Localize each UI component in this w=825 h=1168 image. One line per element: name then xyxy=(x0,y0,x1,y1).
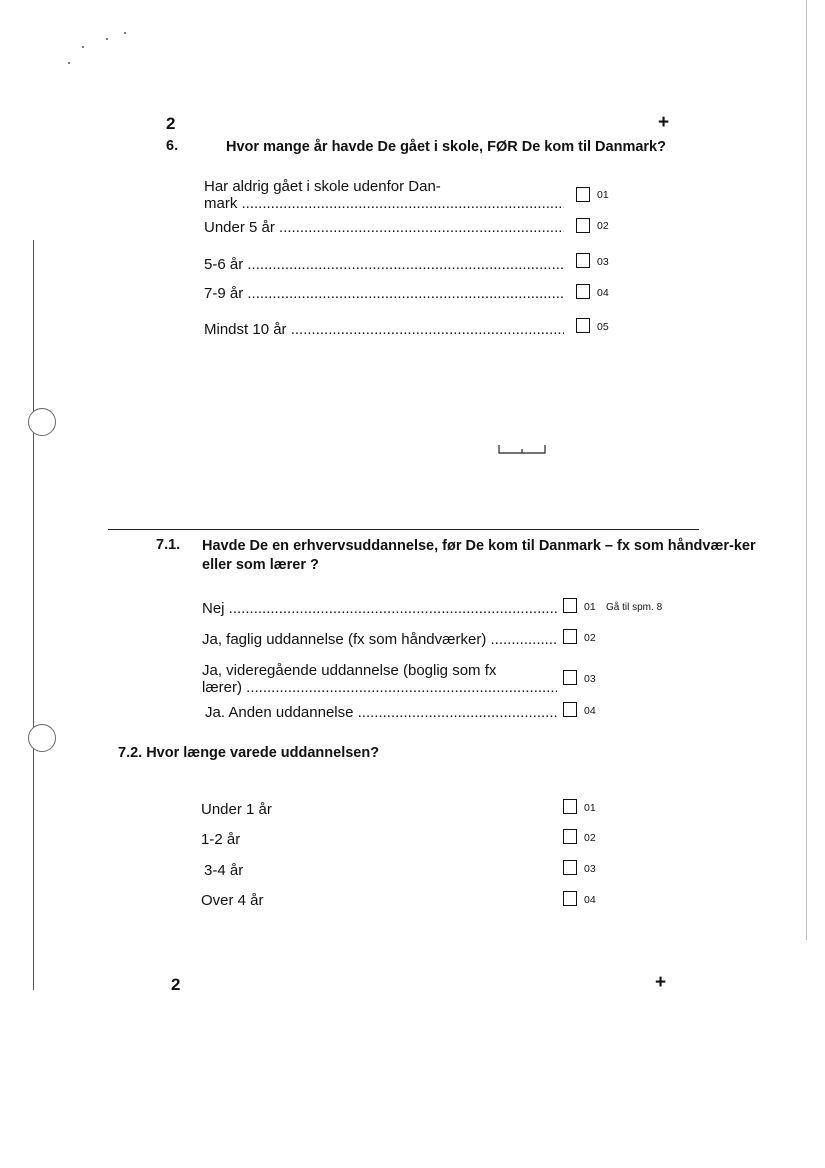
q6-option-01-label-line2: mark xyxy=(204,195,238,212)
q72-code-01: 01 xyxy=(584,802,596,814)
q6-option-03-label: 5-6 år xyxy=(204,256,244,273)
q72-checkbox-02[interactable] xyxy=(563,829,577,844)
q6-option-01 xyxy=(204,176,564,212)
q71-option-03-label-line2: lærer) xyxy=(202,679,242,696)
q6-option-03 xyxy=(204,255,564,273)
page-number: 2 xyxy=(166,114,176,133)
q71-code-03: 03 xyxy=(584,673,596,685)
q72-option-04-label: Over 4 år xyxy=(201,892,264,909)
question-6-text: Hvor mange år havde De gået i skole, FØR De kom til Danmark? xyxy=(226,139,666,155)
q71-skip-note: Gå til spm. 8 xyxy=(606,602,663,613)
q6-code-04: 04 xyxy=(597,287,609,299)
q71-checkbox-03[interactable] xyxy=(563,670,577,685)
q71-checkbox-04[interactable] xyxy=(563,702,577,717)
q71-option-02-label: Ja, faglig uddannelse (fx som håndværker) xyxy=(202,631,487,648)
q72-option-01-label: Under 1 år xyxy=(201,801,272,818)
question-6-number: 6. xyxy=(166,138,179,154)
question-7-1-text: Havde De en erhvervsuddannelse, før De kom til Danmark – fx som håndvær-ker eller som lærer ? xyxy=(202,538,756,573)
q6-checkbox-05[interactable] xyxy=(576,318,590,333)
q6-checkbox-03[interactable] xyxy=(576,253,590,268)
q71-option-02 xyxy=(202,630,557,648)
q6-code-01: 01 xyxy=(597,189,609,201)
q6-code-05: 05 xyxy=(597,321,609,333)
scan-speck xyxy=(68,62,70,64)
scan-right-edge xyxy=(806,0,807,940)
q6-option-01-label-line1: Har aldrig gået i skole udenfor Dan- xyxy=(204,178,441,195)
q6-option-02-label: Under 5 år xyxy=(204,219,275,236)
footer-page-number: 2 xyxy=(171,975,181,994)
q6-checkbox-02[interactable] xyxy=(576,218,590,233)
q71-option-01-label: Nej xyxy=(202,600,225,617)
registration-mark: + xyxy=(658,112,670,133)
q72-code-04: 04 xyxy=(584,894,596,906)
q6-code-03: 03 xyxy=(597,256,609,268)
q72-code-03: 03 xyxy=(584,863,596,875)
scan-speck xyxy=(106,38,108,40)
question-7-2-text: 7.2. Hvor længe varede uddannelsen? xyxy=(118,745,380,761)
q6-checkbox-04[interactable] xyxy=(576,284,590,299)
q6-code-02: 02 xyxy=(597,220,609,232)
q72-option-02-label: 1-2 år xyxy=(201,831,241,848)
q71-code-02: 02 xyxy=(584,632,596,644)
q71-code-01: 01 xyxy=(584,601,596,613)
q71-code-04: 04 xyxy=(584,705,596,717)
q72-checkbox-04[interactable] xyxy=(563,891,577,906)
q71-checkbox-01[interactable] xyxy=(563,598,577,613)
scan-speck xyxy=(124,32,126,34)
q71-checkbox-02[interactable] xyxy=(563,629,577,644)
q6-option-04 xyxy=(204,284,564,302)
q72-code-02: 02 xyxy=(584,832,596,844)
q6-option-05 xyxy=(204,320,564,338)
q6-option-04-label: 7-9 år xyxy=(204,285,244,302)
scan-speck xyxy=(82,46,84,48)
punch-hole xyxy=(28,724,56,752)
scan-margin-line xyxy=(33,240,34,990)
q6-checkbox-01[interactable] xyxy=(576,187,590,202)
footer-registration-mark: + xyxy=(655,972,667,993)
q71-option-01 xyxy=(202,599,557,617)
question-7-1-number: 7.1. xyxy=(156,537,181,553)
q71-option-04-label: Ja. Anden uddannelse xyxy=(205,704,354,721)
q72-checkbox-01[interactable] xyxy=(563,799,577,814)
q72-option-03-label: 3-4 år xyxy=(204,862,244,879)
q71-option-03 xyxy=(202,660,557,696)
q71-option-03-label-line1: Ja, videregående uddannelse (boglig som fx xyxy=(202,662,497,679)
q71-option-04 xyxy=(205,703,557,721)
q6-option-05-label: Mindst 10 år xyxy=(204,321,287,338)
section-divider xyxy=(108,529,699,530)
coding-boxes xyxy=(498,443,548,455)
q6-option-02 xyxy=(204,218,564,236)
punch-hole xyxy=(28,408,56,436)
q72-checkbox-03[interactable] xyxy=(563,860,577,875)
